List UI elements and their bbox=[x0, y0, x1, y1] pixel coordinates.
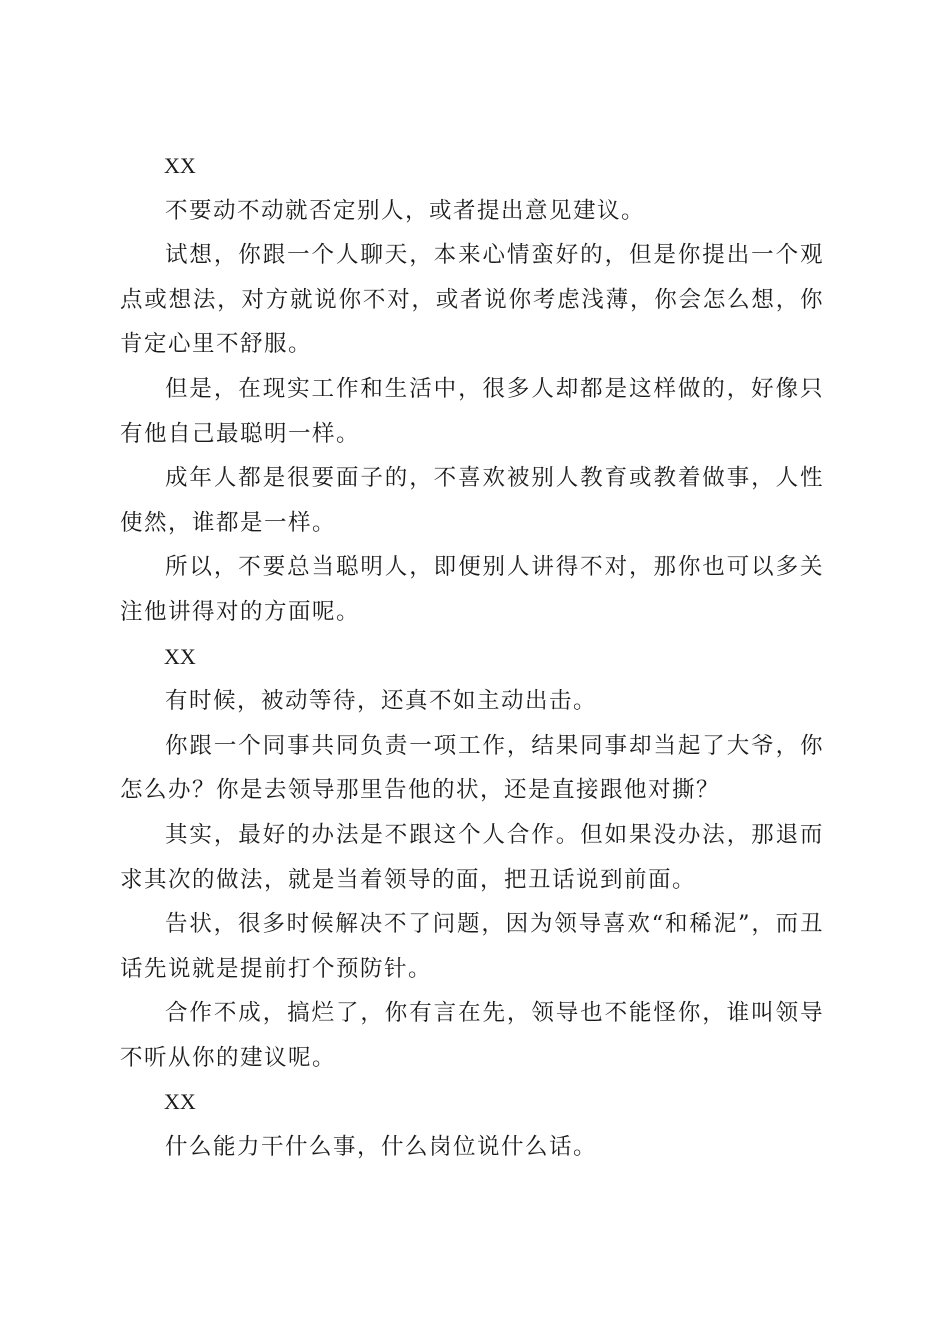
section-heading: XX bbox=[164, 643, 196, 669]
paragraph: 试想，你跟一个人聊天，本来心情蛮好的，但是你提出一个观点或想法，对方就说你不对，或者说你考虑浅薄，你会怎么想，你肯定心里不舒服。 bbox=[120, 242, 824, 358]
paragraph: 合作不成，搞烂了，你有言在先，领导也不能怪你，谁叫领导不听从你的建议呢。 bbox=[120, 1000, 824, 1071]
paragraph: 不要动不动就否定别人，或者提出意见建议。 bbox=[165, 197, 646, 224]
section-heading: XX bbox=[164, 153, 196, 178]
paragraph: 什么能力干什么事，什么岗位说什么话。 bbox=[165, 1134, 598, 1161]
paragraph: 告状，很多时候解决不了问题，因为领导喜欢“和稀泥”，而丑话先说就是提前打个预防针。 bbox=[120, 911, 824, 982]
paragraph: 有时候，被动等待，还真不如主动出击。 bbox=[165, 688, 598, 715]
paragraph: 成年人都是很要面子的，不喜欢被别人教育或教着做事，人性使然，谁都是一样。 bbox=[120, 465, 824, 536]
paragraph: 你跟一个同事共同负责一项工作，结果同事却当起了大爷，你怎么办？你是去领导那里告他的状，还是直接跟他对撕？ bbox=[120, 732, 824, 804]
document-body bbox=[120, 144, 824, 1170]
paragraph: 但是，在现实工作和生活中，很多人却都是这样做的，好像只有他自己最聪明一样。 bbox=[120, 375, 824, 447]
paragraph: 所以，不要总当聪明人，即便别人讲得不对，那你也可以多关注他讲得对的方面呢。 bbox=[120, 554, 824, 625]
section-heading: XX bbox=[164, 1089, 196, 1115]
paragraph: 其实，最好的办法是不跟这个人合作。但如果没办法，那退而求其次的做法，就是当着领导的面，把丑话说到前面。 bbox=[120, 821, 824, 893]
